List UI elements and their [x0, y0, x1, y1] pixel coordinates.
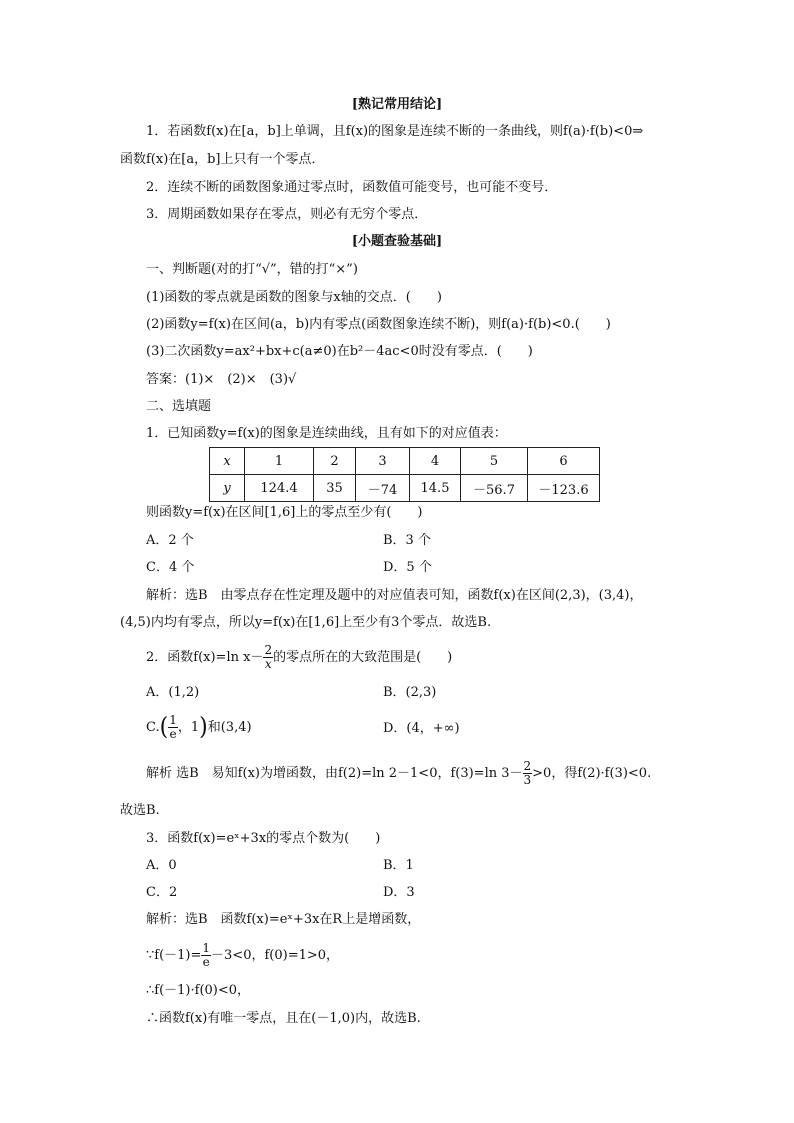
- table-row-y: [210, 475, 600, 502]
- problem-3-stem: 3．函数f(x)=eˣ+3x的零点个数为( ): [146, 831, 381, 846]
- problem-1-option-a: A．2 个: [146, 533, 194, 548]
- table-cell: x: [210, 448, 245, 475]
- judgment-q3: (3)二次函数y=ax²+bx+c(a≠0)在b²－4ac<0时没有零点．( ): [146, 344, 533, 359]
- fraction: [201, 942, 211, 969]
- fraction-numerator: 2: [523, 759, 532, 773]
- problem-2-option-c: [146, 714, 252, 742]
- fraction: [168, 714, 178, 741]
- problem-2-solution: [146, 760, 651, 787]
- conclusion-2: 2．连续不断的函数图象通过零点时，函数值可能变号，也可能不变号．: [146, 180, 558, 195]
- conclusion-1-line-2: 函数f(x)在[a，b]上只有一个零点．: [120, 152, 325, 167]
- table-cell: －123.6: [528, 475, 600, 502]
- problem-1-question: 则函数y=f(x)在区间[1,6]上的零点至少有( ): [146, 505, 423, 520]
- problem-1-option-b: B．3 个: [383, 533, 431, 548]
- choice-title: 二、选填题: [146, 399, 212, 414]
- conclusion-1-line-1: 1．若函数f(x)在[a，b]上单调，且f(x)的图象是连续不断的一条曲线，则f(a)·f(b)<0⇒: [146, 124, 644, 139]
- table-cell: 1: [245, 448, 314, 475]
- right-paren: ): [199, 713, 208, 741]
- problem-3-solution-line-2: [146, 942, 339, 969]
- judgment-title: 一、判断题(对的打“√”，错的打“×”): [146, 262, 358, 277]
- left-paren: (: [159, 713, 169, 741]
- solution-pre: 解析 选B 易知f(x)为增函数，由f(2)=ln 2－1<0，f(3)=ln 3－: [146, 766, 523, 781]
- fraction-denominator: x: [264, 657, 272, 671]
- solution-post: >0，得f(2)·f(3)<0.: [532, 766, 652, 781]
- table-cell: 5: [461, 448, 528, 475]
- table-cell: y: [210, 475, 245, 502]
- fraction-denominator: e: [169, 727, 177, 741]
- table-cell: 35: [314, 475, 356, 502]
- option-c-post: 和(3,4): [207, 720, 252, 735]
- fraction-denominator: 3: [523, 773, 532, 787]
- table-cell: 4: [410, 448, 461, 475]
- problem-1-solution-line-1: 解析：选B 由零点存在性定理及题中的对应值表可知，函数f(x)在区间(2,3)，(3,4)，: [146, 588, 643, 603]
- fraction: [263, 644, 273, 671]
- option-c-label: C.: [146, 720, 160, 735]
- problem-2-solution-end: 故选B.: [120, 803, 160, 818]
- judgment-q1: (1)函数的零点就是函数的图象与x轴的交点．( ): [146, 290, 442, 305]
- solution-post: －3<0，f(0)=1>0，: [211, 948, 340, 963]
- table-cell: －74: [356, 475, 410, 502]
- problem-3-solution-line-4: ∴函数f(x)有唯一零点，且在(－1,0)内，故选B.: [146, 1011, 421, 1026]
- fraction: [523, 760, 533, 787]
- problem-3-solution-line-3: ∴f(－1)·f(0)<0，: [146, 983, 251, 998]
- fraction-denominator: e: [202, 955, 210, 969]
- problem-2-stem-post: 的零点所在的大致范围是( ): [273, 650, 453, 665]
- problem-2-option-a: A．(1,2): [146, 685, 200, 700]
- table-cell: 124.4: [245, 475, 314, 502]
- conclusion-3: 3．周期函数如果存在零点，则必有无穷个零点．: [146, 207, 428, 222]
- table-cell: 6: [528, 448, 600, 475]
- problem-2-stem: [146, 644, 452, 671]
- problem-1-stem: 1．已知函数y=f(x)的图象是连续曲线，且有如下的对应值表：: [146, 426, 507, 441]
- problem-3-solution-line-1: 解析：选B 函数f(x)=eˣ+3x在R上是增函数，: [146, 912, 421, 927]
- solution-pre: ∵f(－1)=: [146, 948, 202, 963]
- problem-3-option-c: C．2: [146, 885, 178, 900]
- problem-3-option-a: A．0: [146, 858, 177, 873]
- section-heading-quiz: [小题查验基础]: [351, 234, 443, 249]
- fraction-numerator: 2: [264, 643, 273, 657]
- problem-1-option-c: C．4 个: [146, 560, 195, 575]
- problem-2-option-d: D．(4，+∞): [383, 721, 460, 736]
- table-cell: 14.5: [410, 475, 461, 502]
- table-cell: 2: [314, 448, 356, 475]
- table-cell: 3: [356, 448, 410, 475]
- problem-1-solution-line-2: (4,5)内均有零点，所以y=f(x)在[1,6]上至少有3个零点．故选B.: [120, 615, 492, 630]
- option-c-mid: ，1: [177, 720, 200, 735]
- section-heading-conclusions: [熟记常用结论]: [351, 97, 443, 112]
- fraction-numerator: 1: [169, 713, 177, 727]
- problem-3-option-b: B．1: [383, 858, 414, 873]
- problem-2-stem-pre: 2．函数f(x)=ln x－: [146, 650, 264, 665]
- problem-1-option-d: D．5 个: [383, 560, 432, 575]
- value-table: [209, 447, 600, 502]
- table-row-x: [210, 448, 600, 475]
- problem-3-option-d: D．3: [383, 885, 415, 900]
- table-cell: －56.7: [461, 475, 528, 502]
- fraction-numerator: 1: [202, 941, 211, 955]
- problem-2-option-b: B．(2,3): [383, 685, 437, 700]
- judgment-q2: (2)函数y=f(x)在区间(a，b)内有零点(函数图象连续不断)，则f(a)·f(b)<0.( ): [146, 317, 611, 332]
- judgment-answer: 答案：(1)× (2)× (3)√: [146, 372, 297, 387]
